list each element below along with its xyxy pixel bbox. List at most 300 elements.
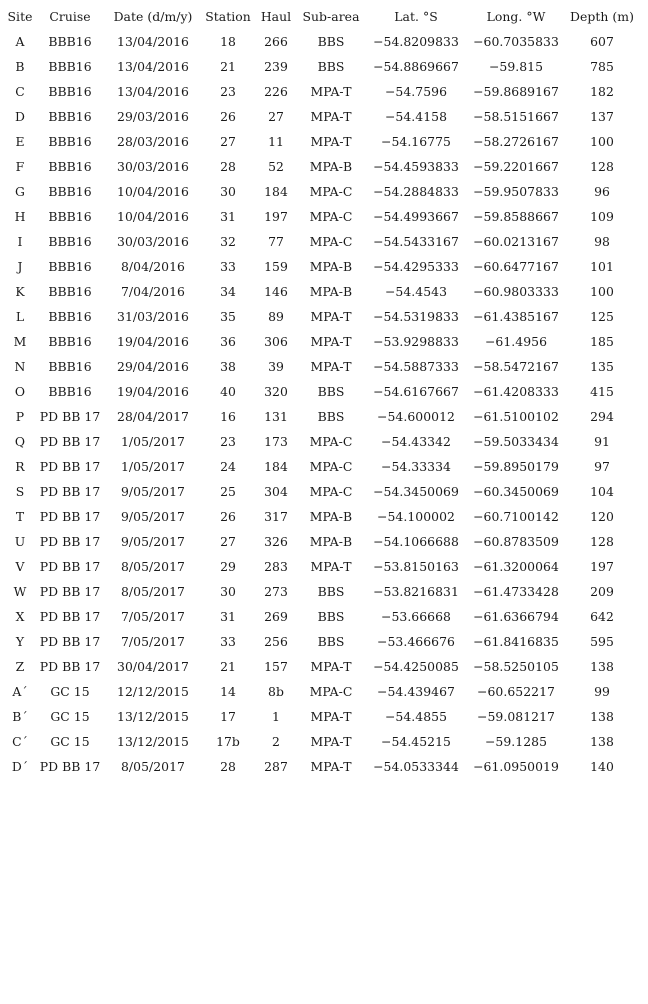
cell-date: 10/04/2016 (117, 209, 189, 224)
cell-haul: 256 (264, 634, 288, 649)
table-row (4, 104, 640, 129)
cell-latitude: −54.4993667 (373, 209, 459, 224)
cell-latitude: −54.6167667 (373, 384, 459, 399)
cell-date: 13/04/2016 (117, 84, 189, 99)
table-row (4, 279, 640, 304)
cell-cruise: BBB16 (48, 159, 92, 174)
cell-haul: 39 (268, 359, 284, 374)
cell-station: 23 (220, 434, 236, 449)
cell-depth: 607 (590, 34, 614, 49)
cell-latitude: −54.43342 (381, 434, 451, 449)
cell-sub-area: MPA-T (310, 559, 352, 574)
cell-depth: 137 (590, 109, 614, 124)
cell-latitude: −54.33334 (381, 459, 451, 474)
cell-station: 23 (220, 84, 236, 99)
cell-date: 7/04/2016 (121, 284, 185, 299)
cell-sub-area: MPA-B (309, 259, 353, 274)
cell-date: 28/03/2016 (117, 134, 189, 149)
table-row (4, 179, 640, 204)
cell-haul: 266 (264, 34, 288, 49)
cell-haul: 184 (264, 459, 288, 474)
cell-depth: 104 (590, 484, 614, 499)
cell-station: 35 (220, 309, 236, 324)
cell-cruise: PD BB 17 (39, 534, 101, 549)
cell-longitude: −60.6477167 (473, 259, 559, 274)
cell-latitude: −54.16775 (381, 134, 451, 149)
cell-latitude: −54.1066688 (373, 534, 459, 549)
cell-site: N (14, 359, 26, 374)
table-row (4, 479, 640, 504)
cell-depth: 96 (594, 184, 610, 199)
cell-site: S (15, 484, 25, 499)
cell-station: 40 (220, 384, 236, 399)
cell-date: 13/12/2015 (117, 734, 189, 749)
cell-site: U (14, 534, 26, 549)
cell-station: 33 (220, 634, 236, 649)
cell-cruise: PD BB 17 (39, 759, 101, 774)
cell-longitude: −59.8950179 (473, 459, 559, 474)
cell-site: D (15, 109, 25, 124)
table-row (4, 404, 640, 429)
cell-cruise: BBB16 (48, 359, 92, 374)
cell-sub-area: BBS (317, 609, 345, 624)
cell-date: 19/04/2016 (117, 334, 189, 349)
cell-haul: 2 (272, 734, 280, 749)
cell-longitude: −61.0950019 (473, 759, 559, 774)
cell-date: 8/05/2017 (121, 559, 185, 574)
cell-longitude: −61.5100102 (473, 409, 559, 424)
table-row (4, 704, 640, 729)
cell-haul: 173 (264, 434, 288, 449)
cell-station: 16 (220, 409, 236, 424)
cell-depth: 294 (590, 409, 614, 424)
cell-station: 26 (220, 509, 236, 524)
table-row (4, 154, 640, 179)
cell-haul: 159 (264, 259, 288, 274)
cell-date: 19/04/2016 (117, 384, 189, 399)
cell-longitude: −58.2726167 (473, 134, 559, 149)
cell-date: 30/03/2016 (117, 234, 189, 249)
cell-date: 8/05/2017 (121, 584, 185, 599)
cell-station: 27 (220, 134, 236, 149)
cell-haul: 320 (264, 384, 288, 399)
cell-longitude: −61.4733428 (473, 584, 559, 599)
cell-cruise: BBB16 (48, 209, 92, 224)
cell-longitude: −60.3450069 (473, 484, 559, 499)
cell-longitude: −59.8689167 (473, 84, 559, 99)
table-row (4, 629, 640, 654)
cell-cruise: PD BB 17 (39, 659, 101, 674)
cell-cruise: BBB16 (48, 59, 92, 74)
cell-sub-area: MPA-C (309, 484, 353, 499)
cell-longitude: −58.5472167 (473, 359, 559, 374)
cell-sub-area: BBS (317, 584, 345, 599)
table-header (4, 5, 640, 29)
column-header-latitude: Lat. °S (394, 9, 438, 24)
cell-cruise: BBB16 (48, 84, 92, 99)
cell-cruise: BBB16 (48, 309, 92, 324)
cell-haul: 226 (264, 84, 288, 99)
cell-sub-area: BBS (317, 634, 345, 649)
cell-station: 17 (220, 709, 236, 724)
cell-date: 13/12/2015 (117, 709, 189, 724)
table-row (4, 679, 640, 704)
cell-haul: 184 (264, 184, 288, 199)
cell-latitude: −54.4543 (384, 284, 448, 299)
table-row (4, 304, 640, 329)
cell-longitude: −61.4208333 (473, 384, 559, 399)
cell-longitude: −61.6366794 (473, 609, 559, 624)
cell-sub-area: MPA-B (309, 509, 353, 524)
cell-latitude: −54.4593833 (373, 159, 459, 174)
cell-date: 7/05/2017 (121, 609, 185, 624)
cell-cruise: BBB16 (48, 109, 92, 124)
cell-station: 32 (220, 234, 236, 249)
cell-date: 1/05/2017 (121, 459, 185, 474)
cell-site: B´ (12, 709, 28, 724)
cell-date: 1/05/2017 (121, 434, 185, 449)
cell-longitude: −61.4385167 (473, 309, 559, 324)
table-row (4, 229, 640, 254)
cell-haul: 239 (264, 59, 288, 74)
cell-depth: 197 (590, 559, 614, 574)
cell-longitude: −60.7035833 (473, 34, 559, 49)
cell-haul: 197 (264, 209, 288, 224)
cell-site: L (15, 309, 25, 324)
column-header-site: Site (7, 9, 33, 24)
cell-latitude: −54.5887333 (373, 359, 459, 374)
cell-depth: 182 (590, 84, 614, 99)
cell-cruise: BBB16 (48, 334, 92, 349)
table-body (4, 29, 640, 779)
cell-station: 18 (220, 34, 236, 49)
cell-site: K (15, 284, 25, 299)
cell-latitude: −54.4158 (384, 109, 448, 124)
cell-site: Q (14, 434, 26, 449)
cell-site: A (15, 34, 25, 49)
cell-sub-area: BBS (317, 34, 345, 49)
cell-date: 30/03/2016 (117, 159, 189, 174)
cell-station: 34 (220, 284, 236, 299)
cell-haul: 8b (268, 684, 284, 699)
cell-haul: 77 (268, 234, 284, 249)
table-row (4, 554, 640, 579)
cell-date: 29/04/2016 (117, 359, 189, 374)
cell-site: F (15, 159, 25, 174)
cell-depth: 135 (590, 359, 614, 374)
cell-station: 28 (220, 759, 236, 774)
cell-latitude: −54.4855 (384, 709, 448, 724)
cell-sub-area: MPA-T (310, 359, 352, 374)
cell-latitude: −54.8209833 (373, 34, 459, 49)
column-header-station: Station (205, 9, 251, 24)
cell-depth: 128 (590, 159, 614, 174)
cell-site: G (15, 184, 25, 199)
table-row (4, 529, 640, 554)
cell-haul: 269 (264, 609, 288, 624)
cell-haul: 131 (264, 409, 288, 424)
table-row (4, 329, 640, 354)
cell-site: J (17, 259, 23, 274)
cell-depth: 138 (590, 659, 614, 674)
cell-sub-area: BBS (317, 409, 345, 424)
cell-site: C´ (12, 734, 28, 749)
cell-haul: 304 (264, 484, 288, 499)
cell-sub-area: MPA-T (310, 309, 352, 324)
cell-site: W (13, 584, 27, 599)
cell-longitude: −59.081217 (477, 709, 555, 724)
table-row (4, 604, 640, 629)
cell-cruise: GC 15 (50, 734, 90, 749)
cell-date: 9/05/2017 (121, 534, 185, 549)
cell-date: 31/03/2016 (117, 309, 189, 324)
cell-sub-area: MPA-C (309, 434, 353, 449)
cell-latitude: −54.4295333 (373, 259, 459, 274)
cell-station: 21 (220, 659, 236, 674)
cell-depth: 140 (590, 759, 614, 774)
cell-site: B (15, 59, 25, 74)
cell-site: E (15, 134, 25, 149)
cell-date: 9/05/2017 (121, 484, 185, 499)
cell-site: V (15, 559, 25, 574)
cell-date: 13/04/2016 (117, 34, 189, 49)
header-row (4, 5, 640, 29)
cell-depth: 109 (590, 209, 614, 224)
cell-site: Y (15, 634, 25, 649)
cell-station: 28 (220, 159, 236, 174)
cell-cruise: PD BB 17 (39, 434, 101, 449)
table-row (4, 354, 640, 379)
cell-latitude: −53.466676 (377, 634, 455, 649)
cell-date: 30/04/2017 (117, 659, 189, 674)
cell-depth: 595 (590, 634, 614, 649)
cell-cruise: GC 15 (50, 684, 90, 699)
cell-cruise: BBB16 (48, 134, 92, 149)
cell-latitude: −54.100002 (377, 509, 455, 524)
cell-site: P (15, 409, 25, 424)
cell-cruise: PD BB 17 (39, 584, 101, 599)
cell-cruise: BBB16 (48, 234, 92, 249)
cell-depth: 100 (590, 134, 614, 149)
cell-sub-area: MPA-C (309, 684, 353, 699)
cell-depth: 642 (590, 609, 614, 624)
cell-depth: 415 (590, 384, 614, 399)
cell-site: R (15, 459, 25, 474)
cell-longitude: −59.1285 (484, 734, 548, 749)
cell-sub-area: MPA-T (310, 84, 352, 99)
cell-haul: 146 (264, 284, 288, 299)
cell-station: 38 (220, 359, 236, 374)
cell-cruise: GC 15 (50, 709, 90, 724)
cell-depth: 185 (590, 334, 614, 349)
cell-haul: 306 (264, 334, 288, 349)
cell-station: 25 (220, 484, 236, 499)
cell-date: 9/05/2017 (121, 509, 185, 524)
cell-latitude: −53.8216831 (373, 584, 459, 599)
cell-station: 31 (220, 609, 236, 624)
cell-haul: 89 (268, 309, 284, 324)
cell-longitude: −60.9803333 (473, 284, 559, 299)
cell-depth: 99 (594, 684, 610, 699)
cell-latitude: −54.4250085 (373, 659, 459, 674)
cell-cruise: BBB16 (48, 184, 92, 199)
cell-haul: 326 (264, 534, 288, 549)
cell-latitude: −54.600012 (377, 409, 455, 424)
column-header-date: Date (d/m/y) (113, 9, 193, 24)
cell-longitude: −60.0213167 (473, 234, 559, 249)
cell-longitude: −58.5151667 (473, 109, 559, 124)
cell-site: O (14, 384, 26, 399)
cell-sub-area: MPA-C (309, 209, 353, 224)
cell-station: 27 (220, 534, 236, 549)
cell-sub-area: MPA-T (310, 109, 352, 124)
cell-station: 33 (220, 259, 236, 274)
cell-sub-area: MPA-C (309, 459, 353, 474)
cell-latitude: −54.3450069 (373, 484, 459, 499)
cell-latitude: −54.5319833 (373, 309, 459, 324)
cell-date: 8/05/2017 (121, 759, 185, 774)
cell-station: 26 (220, 109, 236, 124)
cell-sub-area: MPA-T (310, 659, 352, 674)
cell-longitude: −61.4956 (484, 334, 548, 349)
cell-haul: 157 (264, 659, 288, 674)
cell-longitude: −60.652217 (477, 684, 555, 699)
cell-longitude: −59.8588667 (473, 209, 559, 224)
cell-depth: 120 (590, 509, 614, 524)
cell-sub-area: BBS (317, 384, 345, 399)
cell-latitude: −54.45215 (381, 734, 451, 749)
cell-cruise: PD BB 17 (39, 634, 101, 649)
cell-cruise: PD BB 17 (39, 484, 101, 499)
cell-sub-area: MPA-B (309, 284, 353, 299)
cell-longitude: −58.5250105 (473, 659, 559, 674)
cell-site: H (14, 209, 26, 224)
cell-cruise: PD BB 17 (39, 409, 101, 424)
cell-station: 24 (220, 459, 236, 474)
cell-latitude: −53.8150163 (373, 559, 459, 574)
cell-haul: 287 (264, 759, 288, 774)
cell-cruise: PD BB 17 (39, 609, 101, 624)
cell-latitude: −54.8869667 (373, 59, 459, 74)
cell-sub-area: MPA-T (310, 734, 352, 749)
cell-latitude: −54.7596 (384, 84, 448, 99)
sampling-sites-table (4, 5, 640, 779)
cell-site: T (15, 509, 25, 524)
cell-sub-area: MPA-T (310, 134, 352, 149)
table-row (4, 54, 640, 79)
cell-sub-area: MPA-T (310, 759, 352, 774)
cell-cruise: BBB16 (48, 34, 92, 49)
cell-haul: 52 (268, 159, 284, 174)
column-header-depth: Depth (m) (570, 9, 634, 24)
column-header-sub-area: Sub-area (302, 9, 360, 24)
cell-site: I (17, 234, 23, 249)
cell-depth: 91 (594, 434, 610, 449)
table-row (4, 754, 640, 779)
cell-longitude: −59.2201667 (473, 159, 559, 174)
cell-depth: 100 (590, 284, 614, 299)
cell-site: C (15, 84, 25, 99)
cell-latitude: −54.439467 (377, 684, 455, 699)
table-row (4, 129, 640, 154)
cell-cruise: BBB16 (48, 284, 92, 299)
cell-date: 7/05/2017 (121, 634, 185, 649)
cell-cruise: PD BB 17 (39, 509, 101, 524)
cell-latitude: −54.2884833 (373, 184, 459, 199)
cell-station: 36 (220, 334, 236, 349)
table-row (4, 79, 640, 104)
cell-latitude: −53.66668 (381, 609, 451, 624)
table-row (4, 254, 640, 279)
cell-longitude: −61.3200064 (473, 559, 559, 574)
cell-station: 21 (220, 59, 236, 74)
cell-date: 13/04/2016 (117, 59, 189, 74)
table-row (4, 729, 640, 754)
cell-station: 14 (220, 684, 236, 699)
cell-site: A´ (12, 684, 28, 699)
column-header-cruise: Cruise (49, 9, 91, 24)
cell-site: D´ (11, 759, 29, 774)
cell-station: 30 (220, 584, 236, 599)
cell-depth: 138 (590, 709, 614, 724)
cell-site: Z (15, 659, 25, 674)
cell-latitude: −54.5433167 (373, 234, 459, 249)
cell-cruise: BBB16 (48, 384, 92, 399)
cell-sub-area: MPA-B (309, 159, 353, 174)
cell-site: M (13, 334, 27, 349)
table-row (4, 454, 640, 479)
table-row (4, 204, 640, 229)
cell-longitude: −59.5033434 (473, 434, 559, 449)
cell-haul: 283 (264, 559, 288, 574)
cell-latitude: −53.9298833 (373, 334, 459, 349)
cell-station: 31 (220, 209, 236, 224)
cell-cruise: PD BB 17 (39, 459, 101, 474)
cell-date: 29/03/2016 (117, 109, 189, 124)
cell-depth: 209 (590, 584, 614, 599)
cell-haul: 11 (268, 134, 284, 149)
cell-longitude: −59.9507833 (473, 184, 559, 199)
cell-depth: 97 (594, 459, 610, 474)
table-row (4, 579, 640, 604)
cell-sub-area: MPA-T (310, 709, 352, 724)
cell-haul: 317 (264, 509, 288, 524)
cell-station: 17b (216, 734, 240, 749)
cell-date: 8/04/2016 (121, 259, 185, 274)
cell-date: 28/04/2017 (117, 409, 189, 424)
table-row (4, 29, 640, 54)
cell-haul: 1 (272, 709, 280, 724)
column-header-longitude: Long. °W (486, 9, 546, 24)
cell-sub-area: MPA-C (309, 234, 353, 249)
table-row (4, 429, 640, 454)
cell-cruise: PD BB 17 (39, 559, 101, 574)
column-header-haul: Haul (260, 9, 292, 24)
cell-sub-area: MPA-C (309, 184, 353, 199)
cell-depth: 128 (590, 534, 614, 549)
cell-sub-area: BBS (317, 59, 345, 74)
cell-cruise: BBB16 (48, 259, 92, 274)
table-row (4, 654, 640, 679)
cell-depth: 138 (590, 734, 614, 749)
cell-longitude: −60.8783509 (473, 534, 559, 549)
cell-sub-area: MPA-T (310, 334, 352, 349)
cell-latitude: −54.0533344 (373, 759, 459, 774)
cell-depth: 785 (590, 59, 614, 74)
table-row (4, 379, 640, 404)
cell-longitude: −59.815 (488, 59, 544, 74)
cell-sub-area: MPA-B (309, 534, 353, 549)
